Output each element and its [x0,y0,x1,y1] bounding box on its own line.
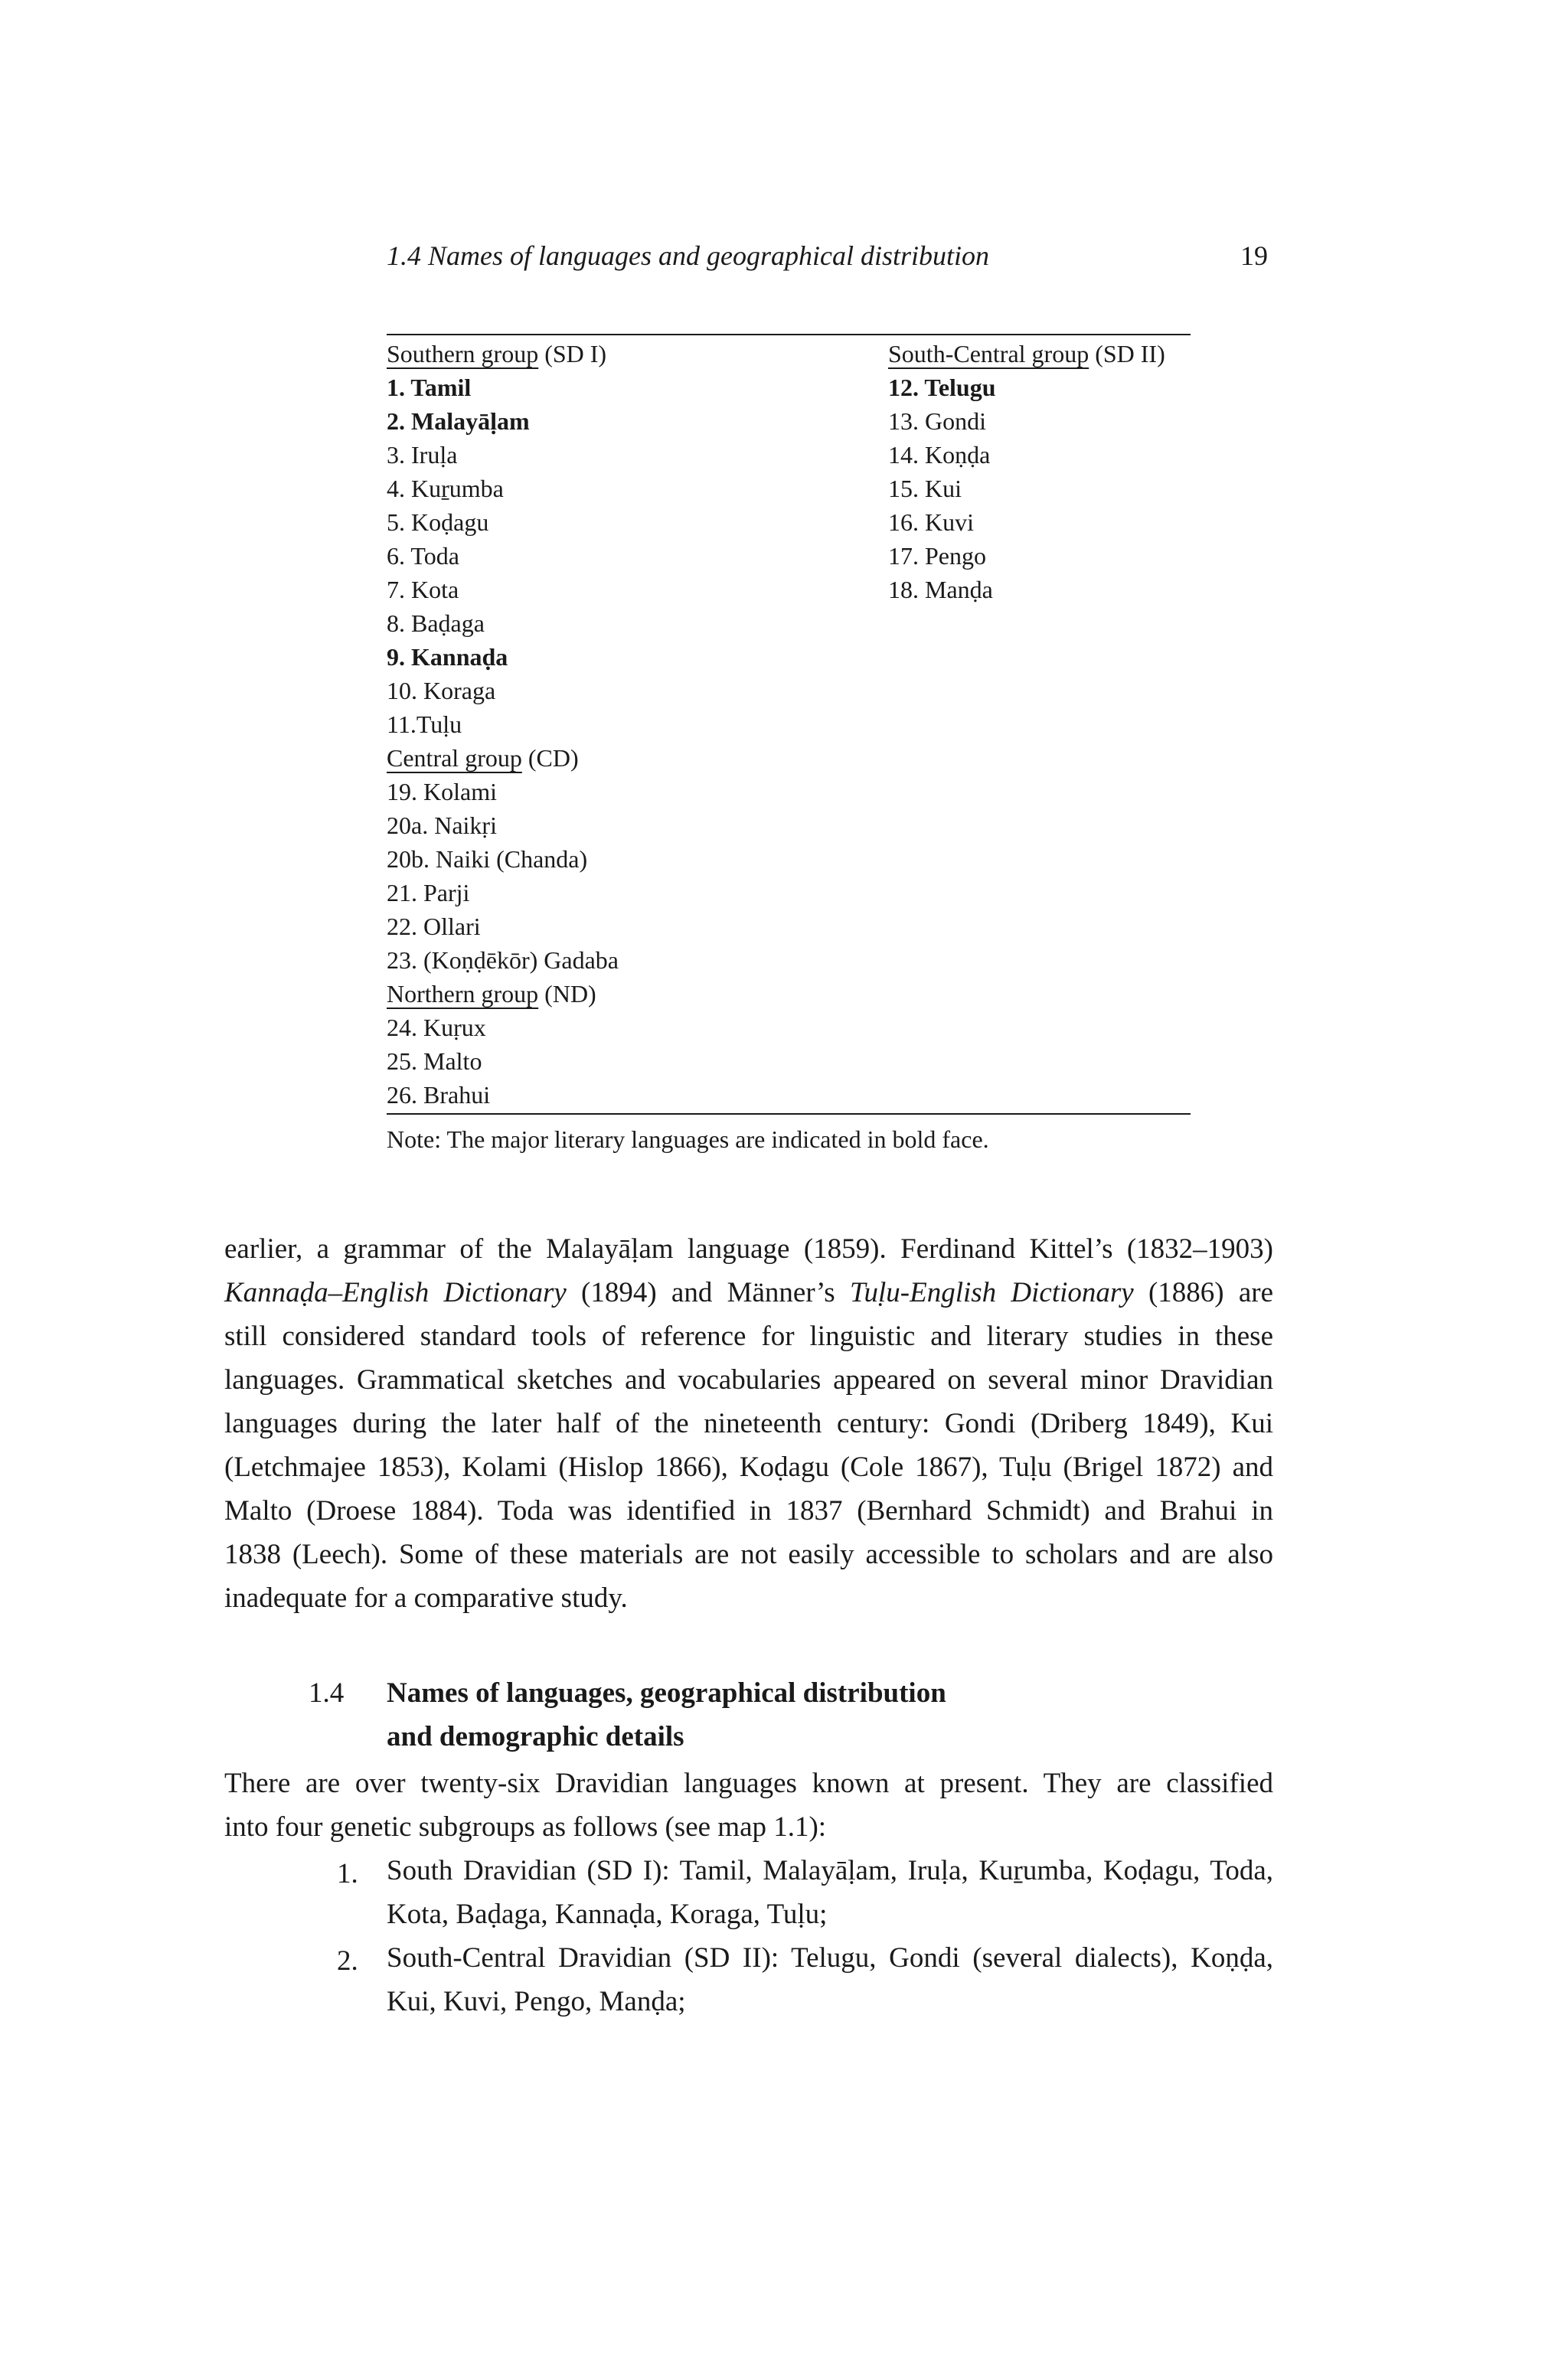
central-group-heading-label: Central group [387,744,522,772]
language-item: 7. Kota [387,576,459,603]
table-note: Note: The major literary languages are indicated in bold face. [387,1125,989,1153]
southern-group-heading-code: (SD I) [538,340,607,367]
body-paragraph-1 [224,1227,1273,1620]
line-segment: (1886) are [1133,1277,1274,1308]
language-item: 3. Iruḷa [387,441,458,469]
language-item: 21. Parji [387,879,470,906]
language-item: 19. Kolami [387,778,497,805]
page-number: 19 [1240,240,1268,271]
southern-group-heading [387,340,606,367]
language-item: 10. Koraga [387,677,496,704]
paragraph-line: into four genetic subgroups as follows (see map 1.1): [224,1811,827,1843]
language-item: 11.Tuḷu [387,710,462,738]
language-item: 22. Ollari [387,913,481,940]
central-group-heading [387,744,579,772]
language-item: 26. Brahui [387,1081,491,1109]
book-title: Tuḷu-English Dictionary [849,1277,1134,1308]
list-item-text [387,1849,1273,1936]
language-item: 20a. Naikṛi [387,812,497,839]
body-paragraph-2 [224,1762,1273,1849]
table-bottom-rule [387,1113,1191,1115]
northern-group-heading-code: (ND) [538,980,596,1008]
language-item: 25. Malto [387,1047,482,1075]
language-item: 15. Kui [888,475,962,502]
section-title-continued: and demographic details [387,1721,684,1752]
paragraph-line: inadequate for a comparative study. [224,1582,628,1614]
paragraph-line: earlier, a grammar of the Malayāḷam language (1859). Ferdinand Kittel’s (1832–1903) [224,1233,1273,1265]
list-line: South Dravidian (SD I): Tamil, Malayāḷam, Iruḷa, Kuṟumba, Koḍagu, Toda, [387,1855,1273,1886]
language-item: 17. Pengo [888,542,986,570]
paragraph-line: 1838 (Leech). Some of these materials are not easily accessible to scholars and are also [224,1539,1273,1570]
south-central-group-heading-code: (SD II) [1089,340,1165,367]
language-item: 20b. Naiki (Chanda) [387,845,588,873]
table-top-rule [387,334,1191,335]
paragraph-line: still considered standard tools of reference for linguistic and literary studies in these [224,1321,1273,1352]
language-item: 6. Toda [387,542,459,570]
list-item-number: 1. [337,1858,358,1889]
language-item: 4. Kuṟumba [387,475,504,502]
section-title: Names of languages, geographical distribution [387,1677,946,1709]
language-item: 18. Manḍa [888,576,993,603]
language-item: 2. Malayāḷam [387,407,530,435]
line-segment: (1894) and Männer’s [566,1277,850,1308]
south-central-group-heading-label: South-Central group [888,340,1089,367]
language-item: 1. Tamil [387,374,472,401]
language-item: 12. Telugu [888,374,996,401]
list-item-number: 2. [337,1945,358,1977]
central-group-heading-code: (CD) [521,744,579,772]
language-item: 13. Gondi [888,407,986,435]
list-item-text [387,1936,1273,2023]
south-central-group-heading [888,340,1165,367]
list-line: Kota, Baḍaga, Kannaḍa, Koraga, Tuḷu; [387,1899,828,1930]
paragraph-line: Malto (Droese 1884). Toda was identified in 1837 (Bernhard Schmidt) and Brahui in [224,1495,1273,1527]
language-item: 8. Baḍaga [387,609,485,637]
running-header-title: 1.4 Names of languages and geographical distribution [387,240,989,271]
paragraph-line [224,1271,1273,1315]
paragraph-line: There are over twenty-six Dravidian languages known at present. They are classified [224,1768,1273,1799]
language-item: 9. Kannaḍa [387,643,508,671]
paragraph-line: languages. Grammatical sketches and vocabularies appeared on several minor Dravidian [224,1364,1273,1396]
paragraph-line: (Letchmajee 1853), Kolami (Hislop 1866), Koḍagu (Cole 1867), Tuḷu (Brigel 1872) and [224,1452,1273,1483]
language-item: 5. Koḍagu [387,508,489,536]
language-item: 23. (Koṇḍēkōr) Gadaba [387,946,619,974]
section-number: 1.4 [309,1677,345,1709]
paragraph-line: languages during the later half of the nineteenth century: Gondi (Driberg 1849), Kui [224,1408,1273,1439]
southern-group-heading-label: Southern group [387,340,539,367]
list-line: Kui, Kuvi, Pengo, Manḍa; [387,1986,686,2017]
northern-group-heading [387,980,596,1008]
language-item: 24. Kuṛux [387,1014,486,1041]
list-line: South-Central Dravidian (SD II): Telugu, Gondi (several dialects), Koṇḍa, [387,1942,1273,1974]
language-item: 14. Koṇḍa [888,441,991,469]
book-title: Kannaḍa–English Dictionary [224,1277,567,1308]
northern-group-heading-label: Northern group [387,980,539,1008]
language-item: 16. Kuvi [888,508,974,536]
